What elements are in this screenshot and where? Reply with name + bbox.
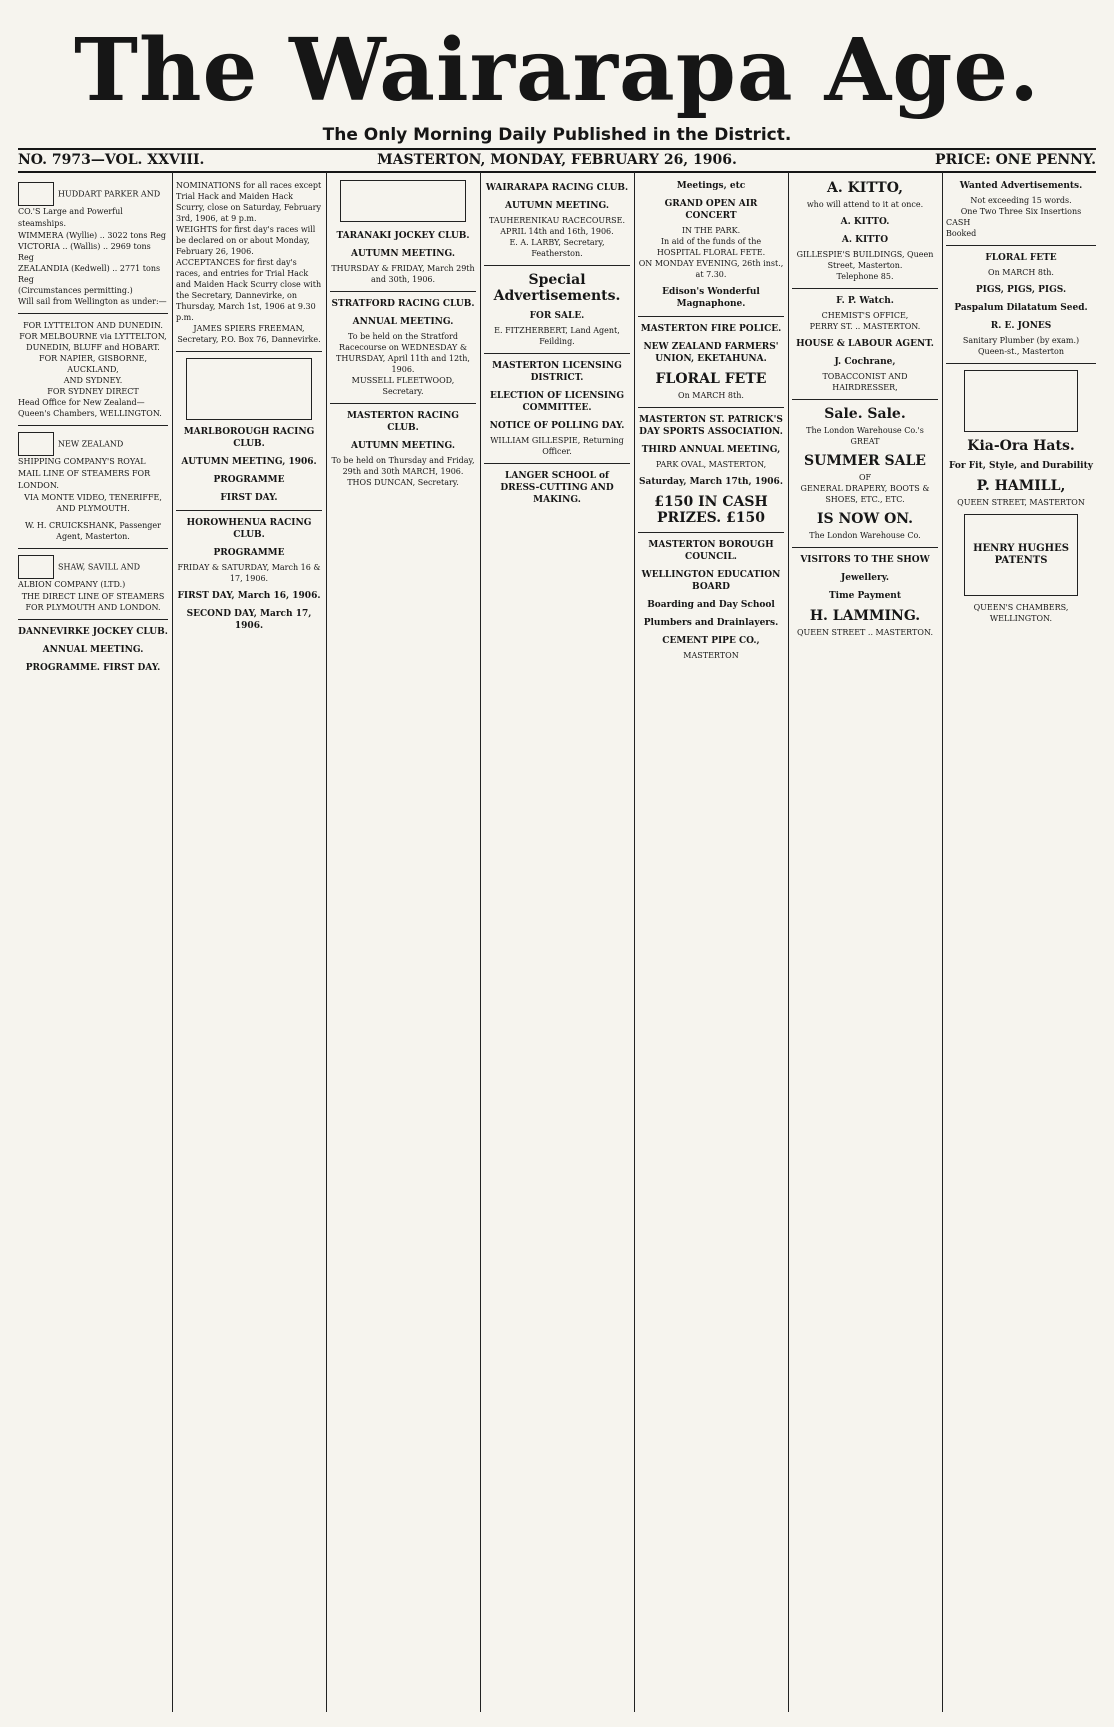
huddart-lines (18, 230, 168, 419)
hamill-address: QUEEN STREET, MASTERTON (957, 498, 1085, 507)
meetings-heading: Meetings, etc (676, 181, 746, 191)
dannevirke-meeting: ANNUAL MEETING. (42, 645, 144, 655)
huddart-line: Will sail from Wellington as under:— (18, 297, 167, 306)
footer (18, 1716, 1096, 1726)
jockey-woodcut-icon (340, 180, 466, 222)
column-6 (792, 172, 938, 1712)
horowhenua-second-day: SECOND DAY, March 17, 1906. (186, 609, 312, 631)
issue-number: NO. 7973—VOL. XXVIII. (18, 152, 205, 168)
concert-location: IN THE PARK. (681, 226, 741, 235)
general-drapery: GENERAL DRAPERY, BOOTS & SHOES, ETC., ETC. (800, 484, 930, 504)
concert-time: ON MONDAY EVENING, 26th inst., at 7.30. (638, 259, 784, 279)
licensing-election: ELECTION OF LICENSING COMMITTEE. (489, 391, 625, 413)
wanted-rates: One Two Three Six Insertions (960, 207, 1082, 216)
huddart-heading: HUDDART PARKER AND CO.'S Large and Powerful steamships. (18, 189, 161, 228)
wanted-booked: Booked (946, 229, 977, 238)
cement-pipe-heading: CEMENT PIPE CO., (662, 636, 760, 646)
farmers-union-heading: NEW ZEALAND FARMERS' UNION, EKETAHUNA. (643, 342, 779, 364)
acceptances: ACCEPTANCES for first day's races, and entries for Trial Hack and Maiden Hack Scurry close with the Secretary, Dannevirke, on Thursday, March 1st, 1906 at 9.30 p.m. (176, 258, 322, 322)
huddart-line: VICTORIA .. (Wallis) .. 2969 tons Reg (18, 242, 151, 262)
route-heading: FOR LYTTELTON AND DUNEDIN. (23, 321, 163, 330)
divider (638, 532, 784, 533)
time-payment: Time Payment (828, 591, 902, 601)
patents-logo: HENRY HUGHES PATENTS (964, 514, 1078, 596)
column-divider (172, 172, 173, 1712)
price: PRICE: ONE PENNY. (935, 152, 1096, 168)
divider (18, 548, 168, 549)
ship-icon (18, 432, 54, 456)
column-divider (326, 172, 327, 1712)
langer-school: LANGER SCHOOL of DRESS-CUTTING AND MAKING. (500, 471, 614, 505)
nz-shipping: NEW ZEALAND SHIPPING COMPANY'S ROYAL MAIL LINE OF STEAMERS FOR LONDON. (18, 439, 151, 490)
column-divider (942, 172, 943, 1712)
floral-fete-heading-2: FLORAL FETE (985, 253, 1057, 263)
hat-icon (964, 370, 1078, 432)
place-date: MASTERTON, MONDAY, FEBRUARY 26, 1906. (377, 152, 737, 168)
great: GREAT (850, 437, 880, 446)
lamming-address: QUEEN STREET .. MASTERTON. (797, 628, 933, 637)
kitto-2: A. KITTO. (840, 217, 890, 227)
divider (792, 547, 938, 548)
horowhenua-programme: PROGRAMME (213, 548, 285, 558)
column-4 (484, 172, 630, 1712)
divider (330, 403, 476, 404)
column-3 (330, 172, 476, 1712)
jewellery: Jewellery. (840, 573, 890, 583)
wairarapa-racing-secretary: E. A. LARBY, Secretary, Featherston. (509, 238, 605, 258)
ship-icon (18, 555, 54, 579)
fitzherbert: E. FITZHERBERT, Land Agent, Feilding. (494, 326, 620, 346)
is-now-on: IS NOW ON. (816, 511, 914, 527)
divider (176, 351, 322, 352)
column-divider (634, 172, 635, 1712)
cash-prizes: £150 IN CASH PRIZES. £150 (654, 494, 768, 526)
watch-heading: F. P. Watch. (836, 296, 894, 306)
route-heading: FOR NAPIER, GISBORNE, AUCKLAND, (39, 354, 147, 374)
newspaper-title: The Wairarapa Age. (73, 20, 1041, 121)
london-warehouse-2: The London Warehouse Co. (809, 531, 921, 540)
plumbers-heading: Plumbers and Drainlayers. (643, 618, 779, 628)
stratford-dates: To be held on the Stratford Racecourse on WEDNESDAY & THURSDAY, April 11th and 12th, 1906. (336, 332, 470, 374)
shaw-savill: SHAW, SAVILL AND ALBION COMPANY (LTD.) (18, 562, 140, 589)
sports-venue: PARK OVAL, MASTERTON, (655, 460, 767, 469)
sports-date: Saturday, March 17th, 1906. (639, 477, 783, 487)
concert-aid: In aid of the funds of the HOSPITAL FLORAL FETE. (656, 237, 766, 257)
ship-icon (18, 182, 54, 206)
pigs-heading: PIGS, PIGS, PIGS. (975, 285, 1067, 295)
dannevirke-heading: DANNEVIRKE JOCKEY CLUB. (18, 627, 168, 637)
route-heading: FOR SYDNEY DIRECT (47, 387, 139, 396)
cochrane-trade: TOBACCONIST AND HAIRDRESSER, (822, 372, 908, 392)
taranaki-dates: THURSDAY & FRIDAY, March 29th and 30th, 1906. (331, 264, 475, 284)
marlborough-programme: PROGRAMME (213, 475, 285, 485)
wairarapa-racing-course: TAUHERENIKAU RACECOURSE. (488, 216, 626, 225)
newspaper-subtitle: The Only Morning Daily Published in the District. (322, 125, 792, 145)
dateline (18, 152, 1096, 172)
divider (484, 353, 630, 354)
edison-heading: Edison's Wonderful Magnaphone. (662, 287, 760, 309)
wairarapa-racing-meeting: AUTUMN MEETING. (504, 201, 609, 211)
masthead (0, 0, 1114, 170)
visitors-heading: VISITORS TO THE SHOW (800, 555, 930, 565)
kitto-note: who will attend to it at once. (806, 200, 924, 209)
route-heading: DUNEDIN, BLUFF and HOBART. (26, 343, 160, 352)
paspalum-heading: Paspalum Dilatatum Seed. (954, 303, 1088, 313)
returning-officer: WILLIAM GILLESPIE, Returning Officer. (490, 436, 624, 456)
head-office: Head Office for New Zealand—Queen's Chambers, WELLINGTON. (18, 398, 162, 418)
horowhenua-heading: HOROWHENUA RACING CLUB. (186, 518, 312, 540)
wanted-heading: Wanted Advertisements. (959, 181, 1083, 191)
licensing-notice: NOTICE OF POLLING DAY. (489, 421, 625, 431)
divider (638, 316, 784, 317)
kitto-3: A. KITTO (841, 235, 889, 245)
marlborough-first-day: FIRST DAY. (220, 493, 278, 503)
route-heading: AND SYDNEY. (63, 376, 123, 385)
floral-fete-heading: FLORAL FETE (655, 371, 767, 387)
horowhenua-first-day: FIRST DAY, March 16, 1906. (177, 591, 321, 601)
education-board-heading: WELLINGTON EDUCATION BOARD (641, 570, 781, 592)
special-advertisements-heading: Special Advertisements. (493, 272, 621, 304)
london-warehouse: The London Warehouse Co.'s (806, 426, 924, 435)
divider (792, 288, 938, 289)
secretary: JAMES SPIERS FREEMAN, Secretary, P.O. Box 76, Dannevirke. (177, 324, 321, 344)
marlborough-meeting: AUTUMN MEETING, 1906. (181, 457, 317, 467)
telephone: Telephone 85. (836, 272, 894, 281)
huddart-line: (Circumstances permitting.) (18, 286, 133, 295)
divider (484, 463, 630, 464)
route-heading: FOR MELBOURNE via LYTTELTON, (19, 332, 167, 341)
horses-woodcut-icon (186, 358, 312, 420)
divider (792, 399, 938, 400)
masterton-racing-secretary: THOS DUNCAN, Secretary. (347, 478, 459, 487)
jones-title: Sanitary Plumber (by exam.) (962, 336, 1080, 345)
divider (484, 265, 630, 266)
marlborough-heading: MARLBOROUGH RACING CLUB. (183, 427, 315, 449)
huddart-line: WIMMERA (Wyllie) .. 3022 tons Reg (18, 231, 166, 240)
chemist-office: CHEMIST'S OFFICE, (821, 311, 909, 320)
huddart-line: ZEALANDIA (Kedwell) .. 2771 tons Reg (18, 264, 161, 284)
column-1 (18, 172, 168, 1712)
stratford-meeting: ANNUAL MEETING. (352, 317, 454, 327)
divider (18, 313, 168, 314)
floral-fete-date-2: On MARCH 8th. (988, 268, 1054, 277)
column-5 (638, 172, 784, 1712)
wairarapa-racing-heading: WAIRARAPA RACING CLUB. (485, 183, 629, 193)
kitto-1: A. KITTO, (827, 180, 903, 196)
jones-address: Queen-st., Masterton (977, 347, 1064, 356)
sale-heading: Sale. Sale. (824, 406, 906, 422)
column-2 (176, 172, 322, 1712)
divider (946, 363, 1096, 364)
masterton-racing-meeting: AUTUMN MEETING. (350, 441, 455, 451)
divider (176, 510, 322, 511)
weights: WEIGHTS for first day's races will be declared on or about Monday, February 26, 1906. (176, 225, 316, 256)
perry-street: PERRY ST. .. MASTERTON. (809, 322, 921, 331)
nominations: NOMINATIONS for all races except Trial Hack and Maiden Hack Scurry, close on Saturday, February 3rd, 1906, at 9 p.m. (176, 181, 322, 223)
cochrane-heading: J. Cochrane, (834, 357, 896, 367)
of: OF (858, 473, 872, 482)
wairarapa-racing-dates: APRIL 14th and 16th, 1906. (500, 227, 614, 236)
column-divider (788, 172, 789, 1712)
horowhenua-dates: FRIDAY & SATURDAY, March 16 & 17, 1906. (177, 563, 321, 583)
patents-address: QUEEN'S CHAMBERS, WELLINGTON. (973, 603, 1069, 623)
divider (18, 425, 168, 426)
hamill: P. HAMILL, (976, 478, 1066, 494)
house-labour-agent: HOUSE & LABOUR AGENT. (796, 339, 934, 349)
nz-shipping-via: VIA MONTE VIDEO, TENERIFFE, AND PLYMOUTH. (24, 493, 162, 513)
fit-style: For Fit, Style, and Durability (949, 461, 1093, 471)
stratford-secretary: MUSSELL FLEETWOOD, Secretary. (351, 376, 455, 396)
floral-fete-date: On MARCH 8th. (678, 391, 744, 400)
fire-police-heading: MASTERTON FIRE POLICE. (640, 324, 782, 334)
cement-pipe-location: MASTERTON (683, 651, 739, 660)
taranaki-meeting: AUTUMN MEETING. (350, 249, 455, 259)
wanted-limit: Not exceeding 15 words. (970, 196, 1072, 205)
column-7 (946, 172, 1096, 1712)
shaw-line: THE DIRECT LINE OF STEAMERS FOR PLYMOUTH AND LONDON. (21, 592, 165, 612)
concert-heading: GRAND OPEN AIR CONCERT (664, 199, 758, 221)
divider (330, 291, 476, 292)
divider (18, 619, 168, 620)
gillespies-buildings: GILLESPIE'S BUILDINGS, Queen Street, Masterton. (796, 250, 934, 270)
jones-heading: R. E. JONES (990, 321, 1052, 331)
borough-council-heading: MASTERTON BOROUGH COUNCIL. (648, 540, 774, 562)
columns (18, 172, 1096, 1712)
wanted-cash: CASH (946, 218, 971, 227)
summer-sale: SUMMER SALE (804, 453, 926, 469)
stratford-heading: STRATFORD RACING CLUB. (331, 299, 475, 309)
taranaki-heading: TARANAKI JOCKEY CLUB. (336, 231, 470, 241)
sports-heading: MASTERTON ST. PATRICK'S DAY SPORTS ASSOCIATION. (639, 415, 783, 437)
for-sale-heading: FOR SALE. (529, 311, 585, 321)
sports-meeting: THIRD ANNUAL MEETING, (641, 445, 781, 455)
licensing-heading: MASTERTON LICENSING DISTRICT. (492, 361, 622, 383)
agent: W. H. CRUICKSHANK, Passenger Agent, Masterton. (25, 521, 161, 541)
column-divider (480, 172, 481, 1712)
top-rule (18, 148, 1096, 150)
divider (946, 245, 1096, 246)
divider (638, 407, 784, 408)
masterton-racing-heading: MASTERTON RACING CLUB. (347, 411, 459, 433)
lamming: H. LAMMING. (809, 608, 921, 624)
boarding-school-heading: Boarding and Day School (647, 600, 775, 610)
kia-ora-hats: Kia-Ora Hats. (967, 438, 1075, 454)
masterton-racing-dates: To be held on Thursday and Friday, 29th and 30th MARCH, 1906. (331, 456, 475, 476)
dannevirke-programme: PROGRAMME. FIRST DAY. (25, 663, 161, 673)
